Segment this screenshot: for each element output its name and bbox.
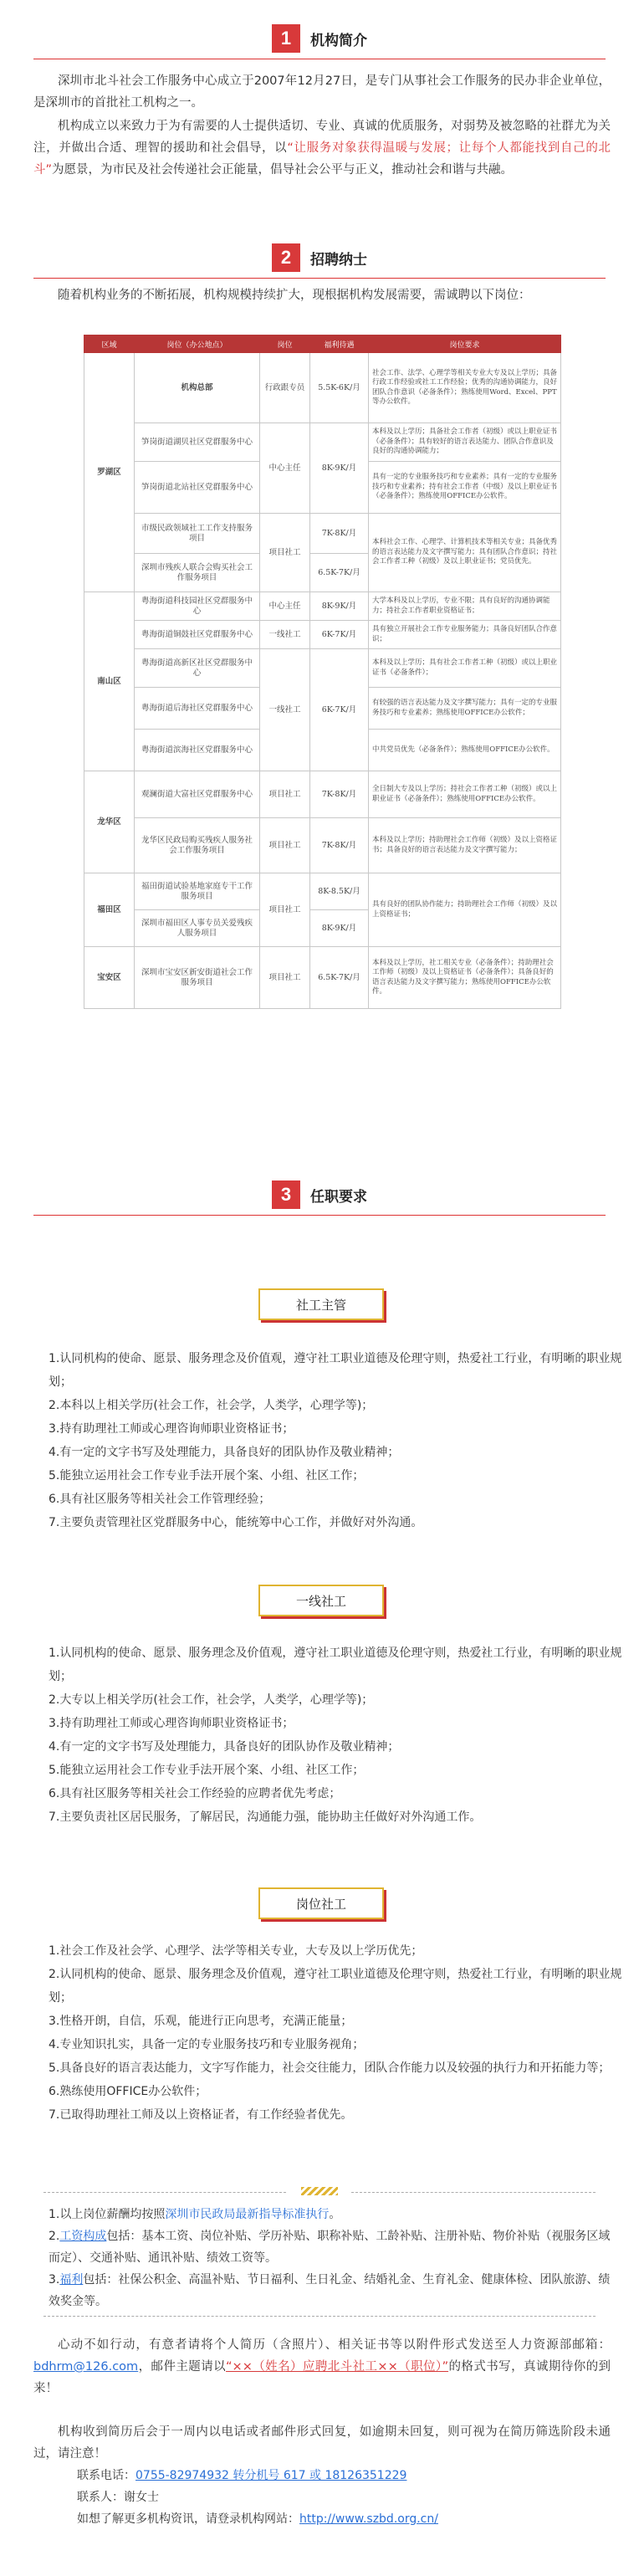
post-cell: 行政跟专员 [260,353,310,423]
pay-cell: 8K-9K/月 [310,910,369,947]
pay-cell: 8K-9K/月 [310,423,369,514]
region-cell: 龙华区 [84,771,135,873]
list-item: 7.主要负责管理社区党群服务中心，能统筹中心工作，并做好对外沟通。 [49,1516,423,1529]
region-cell: 福田区 [84,873,135,947]
list-item: 2.认同机构的使命、愿景、服务理念及价值观，遵守社工职业道德及伦理守则，热爱社工行业，有明晰的职业规划； [49,1968,622,2005]
section-title: 招聘纳士 [310,251,367,269]
list-item: 5.能独立运用社会工作专业手法开展个案、小组、社区工作； [49,1469,365,1483]
website-link[interactable]: http://www.szbd.org.cn/ [299,2512,438,2526]
list-item: 4.有一定的文字书写及处理能力，具备良好的团队协作及敬业精神； [49,1446,400,1459]
recruit-intro: 随着机构业务的不断拓展，机构规模持续扩大，现根据机构发展需要，需诚聘以下岗位： [58,289,531,302]
section-number-badge: 2 [272,243,300,272]
intro-paragraph-2: 机构成立以来致力于为有需要的人士提供适切、专业、真诚的优质服务，对弱势及被忽略的社群尤为关注，并做出合适、理智的援助和社会倡导，以“让服务对象获得温暖与发展；让每个人都能找到自己的北斗”为愿景，为市民及社会传递社会正能量，倡导社会公平与正义，推动社会和谐与共融。 [33,120,611,177]
table-header-row [84,335,561,353]
pay-cell: 6.5K-7K/月 [310,947,369,1009]
post-cell: 项目社工 [260,514,310,592]
place-cell: 粤海街道铜鼓社区党群服务中心 [135,621,260,649]
pay-cell: 7K-8K/月 [310,818,369,873]
table-row [84,947,561,1009]
place-cell: 深圳市福田区人事专员关爱残疾人服务项目 [135,910,260,947]
post-requirements [49,1939,626,2127]
place-cell: 深圳市残疾人联合会购买社会工作服务项目 [135,554,260,592]
place-cell: 粤海街道滨海社区党群服务中心 [135,730,260,771]
list-item: 6.具有社区服务等相关社会工作管理经验； [49,1493,271,1506]
list-item: 7.主要负责社区居民服务，了解居民，沟通能力强，能协助主任做好对外沟通工作。 [49,1810,482,1824]
list-item: 1.以上岗位薪酬均按照深圳市民政局最新指导标准执行。 [49,2208,341,2221]
section-1-header [0,22,639,55]
pay-cell: 8K-9K/月 [310,592,369,621]
req-cell: 有较强的语言表达能力及文字撰写能力；具有一定的专业服务技巧和专业素养；熟练使用OFFICE办公软件； [369,688,561,730]
column-header: 岗位要求 [369,335,561,353]
post-cell: 一线社工 [260,649,310,771]
section-divider [33,278,606,279]
section-divider [33,1215,606,1216]
list-item: 2.工资构成包括：基本工资、岗位补贴、学历补贴、职称补贴、工龄补贴、注册补贴、物价补贴（视服务区域而定）、交通补贴、通讯补贴、绩效工资等。 [49,2230,611,2265]
section-number-badge: 3 [272,1180,300,1209]
place-cell: 市级民政领域社工工作支持服务项目 [135,514,260,554]
req-cell: 中共党员优先（必备条件）；熟练使用OFFICE办公软件。 [369,730,561,771]
column-header: 福利待遇 [310,335,369,353]
website-line: 如想了解更多机构资讯，请登录机构网站：http://www.szbd.org.cn/ [77,2512,438,2526]
place-cell: 观澜街道大富社区党群服务中心 [135,771,260,818]
table-row [84,649,561,688]
column-header: 区域 [84,335,135,353]
section-3-header [0,1178,639,1211]
post-cell: 中心主任 [260,592,310,621]
post-cell: 项目社工 [260,818,310,873]
section-2-header [0,241,639,274]
salary-notes [49,2204,617,2312]
place-cell: 深圳市宝安区新安街道社会工作服务项目 [135,947,260,1009]
table-row [84,818,561,873]
post-cell: 一线社工 [260,621,310,649]
dashed-divider [43,2316,596,2317]
pay-cell: 5.5K-6K/月 [310,353,369,423]
subheading-supervisor: 社工主管 [258,1288,384,1320]
post-cell: 项目社工 [260,873,310,947]
pay-cell: 7K-8K/月 [310,514,369,554]
list-item: 1.社会工作及社会学、心理学、法学等相关专业，大专及以上学历优先； [49,1944,423,1958]
req-cell: 本科社会工作、心理学、计算机技术等相关专业；具备优秀的语言表达能力及文字撰写能力；具有团队合作意识；持社会工作者工种（初级）及以上职业证书；党员优先。 [369,514,561,592]
section-number-badge: 1 [272,24,300,53]
req-cell: 社会工作、法学、心理学等相关专业大专及以上学历；具备行政工作经验或社工工作经验；优秀的沟通协调能力，良好团队合作意识（必备条件）；熟练使用Word、Excel、PPT等办公软件。 [369,353,561,423]
subheading-frontline: 一线社工 [258,1585,384,1616]
table-row [84,592,561,621]
region-cell: 宝安区 [84,947,135,1009]
list-item: 3.持有助理社工师或心理咨询师职业资格证书； [49,1717,294,1730]
section-title: 机构简介 [310,32,367,49]
frontline-requirements [49,1641,626,1829]
contact-phone-line: 联系电话：0755-82974932 转分机号 617 或 18126351229 [77,2469,407,2482]
apply-paragraph: 心动不如行动，有意者请将个人简历（含照片）、相关证书等以附件形式发送至人力资源部邮箱：bdhrm@126.com，邮件主题请以“××（姓名）应聘北斗社工××（职位）”的格式书写，真诚期待你的到来！ [33,2338,611,2395]
email-subject-format: “××（姓名）应聘北斗社工××（职位）” [226,2360,449,2374]
list-item: 3.持有助理社工师或心理咨询师职业资格证书； [49,1422,294,1436]
post-cell: 项目社工 [260,771,310,818]
list-item: 4.专业知识扎实，具备一定的专业服务技巧和专业服务视角； [49,2038,365,2051]
pay-cell: 7K-8K/月 [310,771,369,818]
table-row [84,621,561,649]
list-item: 4.有一定的文字书写及处理能力，具备良好的团队协作及敬业精神； [49,1740,400,1754]
place-cell: 粤海街道后海社区党群服务中心 [135,688,260,730]
pay-cell: 6.5K-7K/月 [310,554,369,592]
section-title: 任职要求 [310,1188,367,1206]
post-cell: 中心主任 [260,423,310,514]
contact-person-line: 联系人：谢女士 [77,2491,159,2504]
job-table [84,335,561,1009]
place-cell: 笋岗街道北站社区党群服务中心 [135,462,260,514]
table-row [84,353,561,423]
req-cell: 具有一定的专业服务技巧和专业素养；具有一定的专业服务技巧和专业素养；持有社会工作者（中级）及以上职业证书（必备条件）；熟练使用OFFICE办公软件。 [369,462,561,514]
req-cell: 本科及以上学历；持助理社会工作师（初级）及以上资格证书；具备良好的语言表达能力及文字撰写能力； [369,818,561,873]
req-cell: 本科及以上学历；具有社会工作者工种（初级）或以上职业证书（必备条件）； [369,649,561,688]
table-row [84,514,561,554]
list-item: 6.熟练使用OFFICE办公软件； [49,2085,207,2098]
dashed-divider [43,2192,286,2193]
place-cell: 福田街道试验基地家庭专干工作服务项目 [135,873,260,910]
pay-cell: 6K-7K/月 [310,621,369,649]
supervisor-requirements [49,1347,626,1534]
place-cell: 粤海街道科技园社区党群服务中心 [135,592,260,621]
column-header: 岗位（办公地点） [135,335,260,353]
req-cell: 全日制大专及以上学历；持社会工作者工种（初级）或以上职业证书（必备条件）；熟练使用OFFICE办公软件。 [369,771,561,818]
list-item: 7.已取得助理社工师及以上资格证者，有工作经验者优先。 [49,2108,353,2122]
place-cell: 机构总部 [135,353,260,423]
place-cell: 粤海街道高新区社区党群服务中心 [135,649,260,688]
list-item: 2.大专以上相关学历(社会工作，社会学，人类学，心理学等)； [49,1693,374,1707]
list-item: 5.能独立运用社会工作专业手法开展个案、小组、社区工作； [49,1764,365,1777]
vision-highlight: “让服务对象获得温暖与发展；让每个人都能找到自己的北斗” [33,141,611,177]
region-cell: 罗湖区 [84,353,135,592]
pay-cell: 8K-8.5K/月 [310,873,369,910]
list-item: 3.福利包括：社保公积金、高温补贴、节日福利、生日礼金、结婚礼金、生育礼金、健康体检、团队旅游、绩效奖金等。 [49,2273,611,2308]
intro-paragraph-1: 深圳市北斗社会工作服务中心成立于2007年12月27日，是专门从事社会工作服务的民办非企业单位，是深圳市的首批社工机构之一。 [33,74,611,110]
list-item: 6.具有社区服务等相关社会工作经验的应聘者优先考虑； [49,1787,341,1800]
list-item: 3.性格开朗，自信，乐观，能进行正向思考，充满正能量； [49,2015,353,2028]
req-cell: 具有独立开展社会工作专业服务能力；具备良好团队合作意识； [369,621,561,649]
req-cell: 具有良好的团队协作能力；持助理社会工作师（初级）及以上资格证书； [369,873,561,947]
req-cell: 本科及以上学历；具备社会工作者（初级）或以上职业证书（必备条件）；具有较好的语言表达能力、团队合作意识及良好的沟通协调能力； [369,423,561,462]
salary-standard-link[interactable]: 深圳市民政局最新指导标准执行 [165,2208,330,2221]
phone-link[interactable]: 0755-82974932 转分机号 617 或 18126351229 [135,2469,407,2482]
place-cell: 笋岗街道湖贝社区党群服务中心 [135,423,260,462]
subheading-post: 岗位社工 [258,1887,384,1919]
req-cell: 大学本科及以上学历，专业不限；具有良好的沟通协调能力；持社会工作者职业资格证书； [369,592,561,621]
table-row [84,771,561,818]
welfare-link[interactable]: 福利 [59,2273,84,2287]
pen-decoration-icon [301,2187,338,2195]
list-item: 1.认同机构的使命、愿景、服务理念及价值观，遵守社工职业道德及伦理守则，热爱社工行业，有明晰的职业规划； [49,1352,622,1389]
hr-email-link[interactable]: bdhrm@126.com [33,2360,139,2374]
pay-cell: 6K-7K/月 [310,649,369,771]
list-item: 5.具备良好的语言表达能力，文字写作能力，社会交往能力，团队合作能力以及较强的执行力和开拓能力等； [49,2061,611,2075]
table-row [84,873,561,910]
salary-structure-link[interactable]: 工资构成 [59,2230,107,2243]
post-cell: 项目社工 [260,947,310,1009]
table-row [84,423,561,462]
region-cell: 南山区 [84,592,135,771]
place-cell: 龙华区民政局购买残疾人服务社会工作服务项目 [135,818,260,873]
list-item: 1.认同机构的使命、愿景、服务理念及价值观，遵守社工职业道德及伦理守则，热爱社工行业，有明晰的职业规划； [49,1646,622,1683]
column-header: 岗位 [260,335,310,353]
list-item: 2.本科以上相关学历(社会工作，社会学，人类学，心理学等)； [49,1399,374,1412]
dashed-divider [351,2192,596,2193]
req-cell: 本科及以上学历，社工相关专业（必备条件）；持助理社会工作师（初级）及以上资格证书（必备条件）；具备良好的语言表达能力及文字撰写能力；熟练使用OFFICE办公软件。 [369,947,561,1009]
reply-notice: 机构收到简历后会于一周内以电话或者邮件形式回复，如逾期未回复，则可视为在简历筛选阶段未通过，请注意！ [33,2425,611,2461]
